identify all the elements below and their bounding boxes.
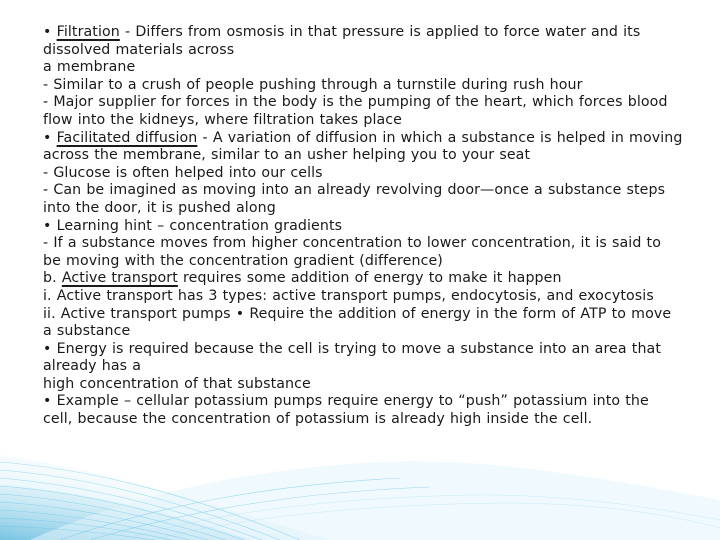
text-line: • Facilitated diffusion - A variation of diffusion in which a substance is helped in moving across the membrane, similar to an usher helping you to your seat (43, 129, 688, 164)
text-line: - Similar to a crush of people pushing through a turnstile during rush hour (43, 76, 583, 93)
text-line: • Example – cellular potassium pumps require energy to “push” potassium into the cell, because the concentration of potassium is already high inside the cell. (43, 393, 654, 428)
text-line: - Major supplier for forces in the body is the pumping of the heart, which forces blood flow into the kidneys, where filtration takes place (43, 94, 673, 128)
term-facilitated-diffusion: Facilitated diffusion (56, 129, 198, 146)
term-filtration: Filtration (56, 24, 120, 40)
text-line: • Learning hint – concentration gradients (43, 217, 343, 234)
text-line: a membrane (43, 59, 136, 76)
text-line: i. Active transport has 3 types: active transport pumps, endocytosis, and exocytosis (43, 287, 654, 304)
text-line: - Can be imagined as moving into an already revolving door—once a substance steps into the door, it is pushed along (43, 182, 671, 216)
text-line: - Glucose is often helped into our cells (43, 164, 323, 181)
text-line: • Filtration - Differs from osmosis in that pressure is applied to force water and its dissolved materials across (43, 24, 646, 58)
text-line: • Energy is required because the cell is trying to move a substance into an area that already has a (43, 340, 667, 375)
text-line: b. Active transport requires some addition of energy to make it happen (43, 270, 562, 287)
body-text (43, 24, 688, 429)
term-active-transport: Active transport (61, 270, 178, 287)
text-line: high concentration of that substance (43, 375, 311, 392)
text-line: ii. Active transport pumps • Require the addition of energy in the form of ATP to move a substance (43, 305, 677, 340)
text-line: - If a substance moves from higher concentration to lower concentration, it is said to be moving with the concentration gradient (difference) (43, 235, 667, 269)
